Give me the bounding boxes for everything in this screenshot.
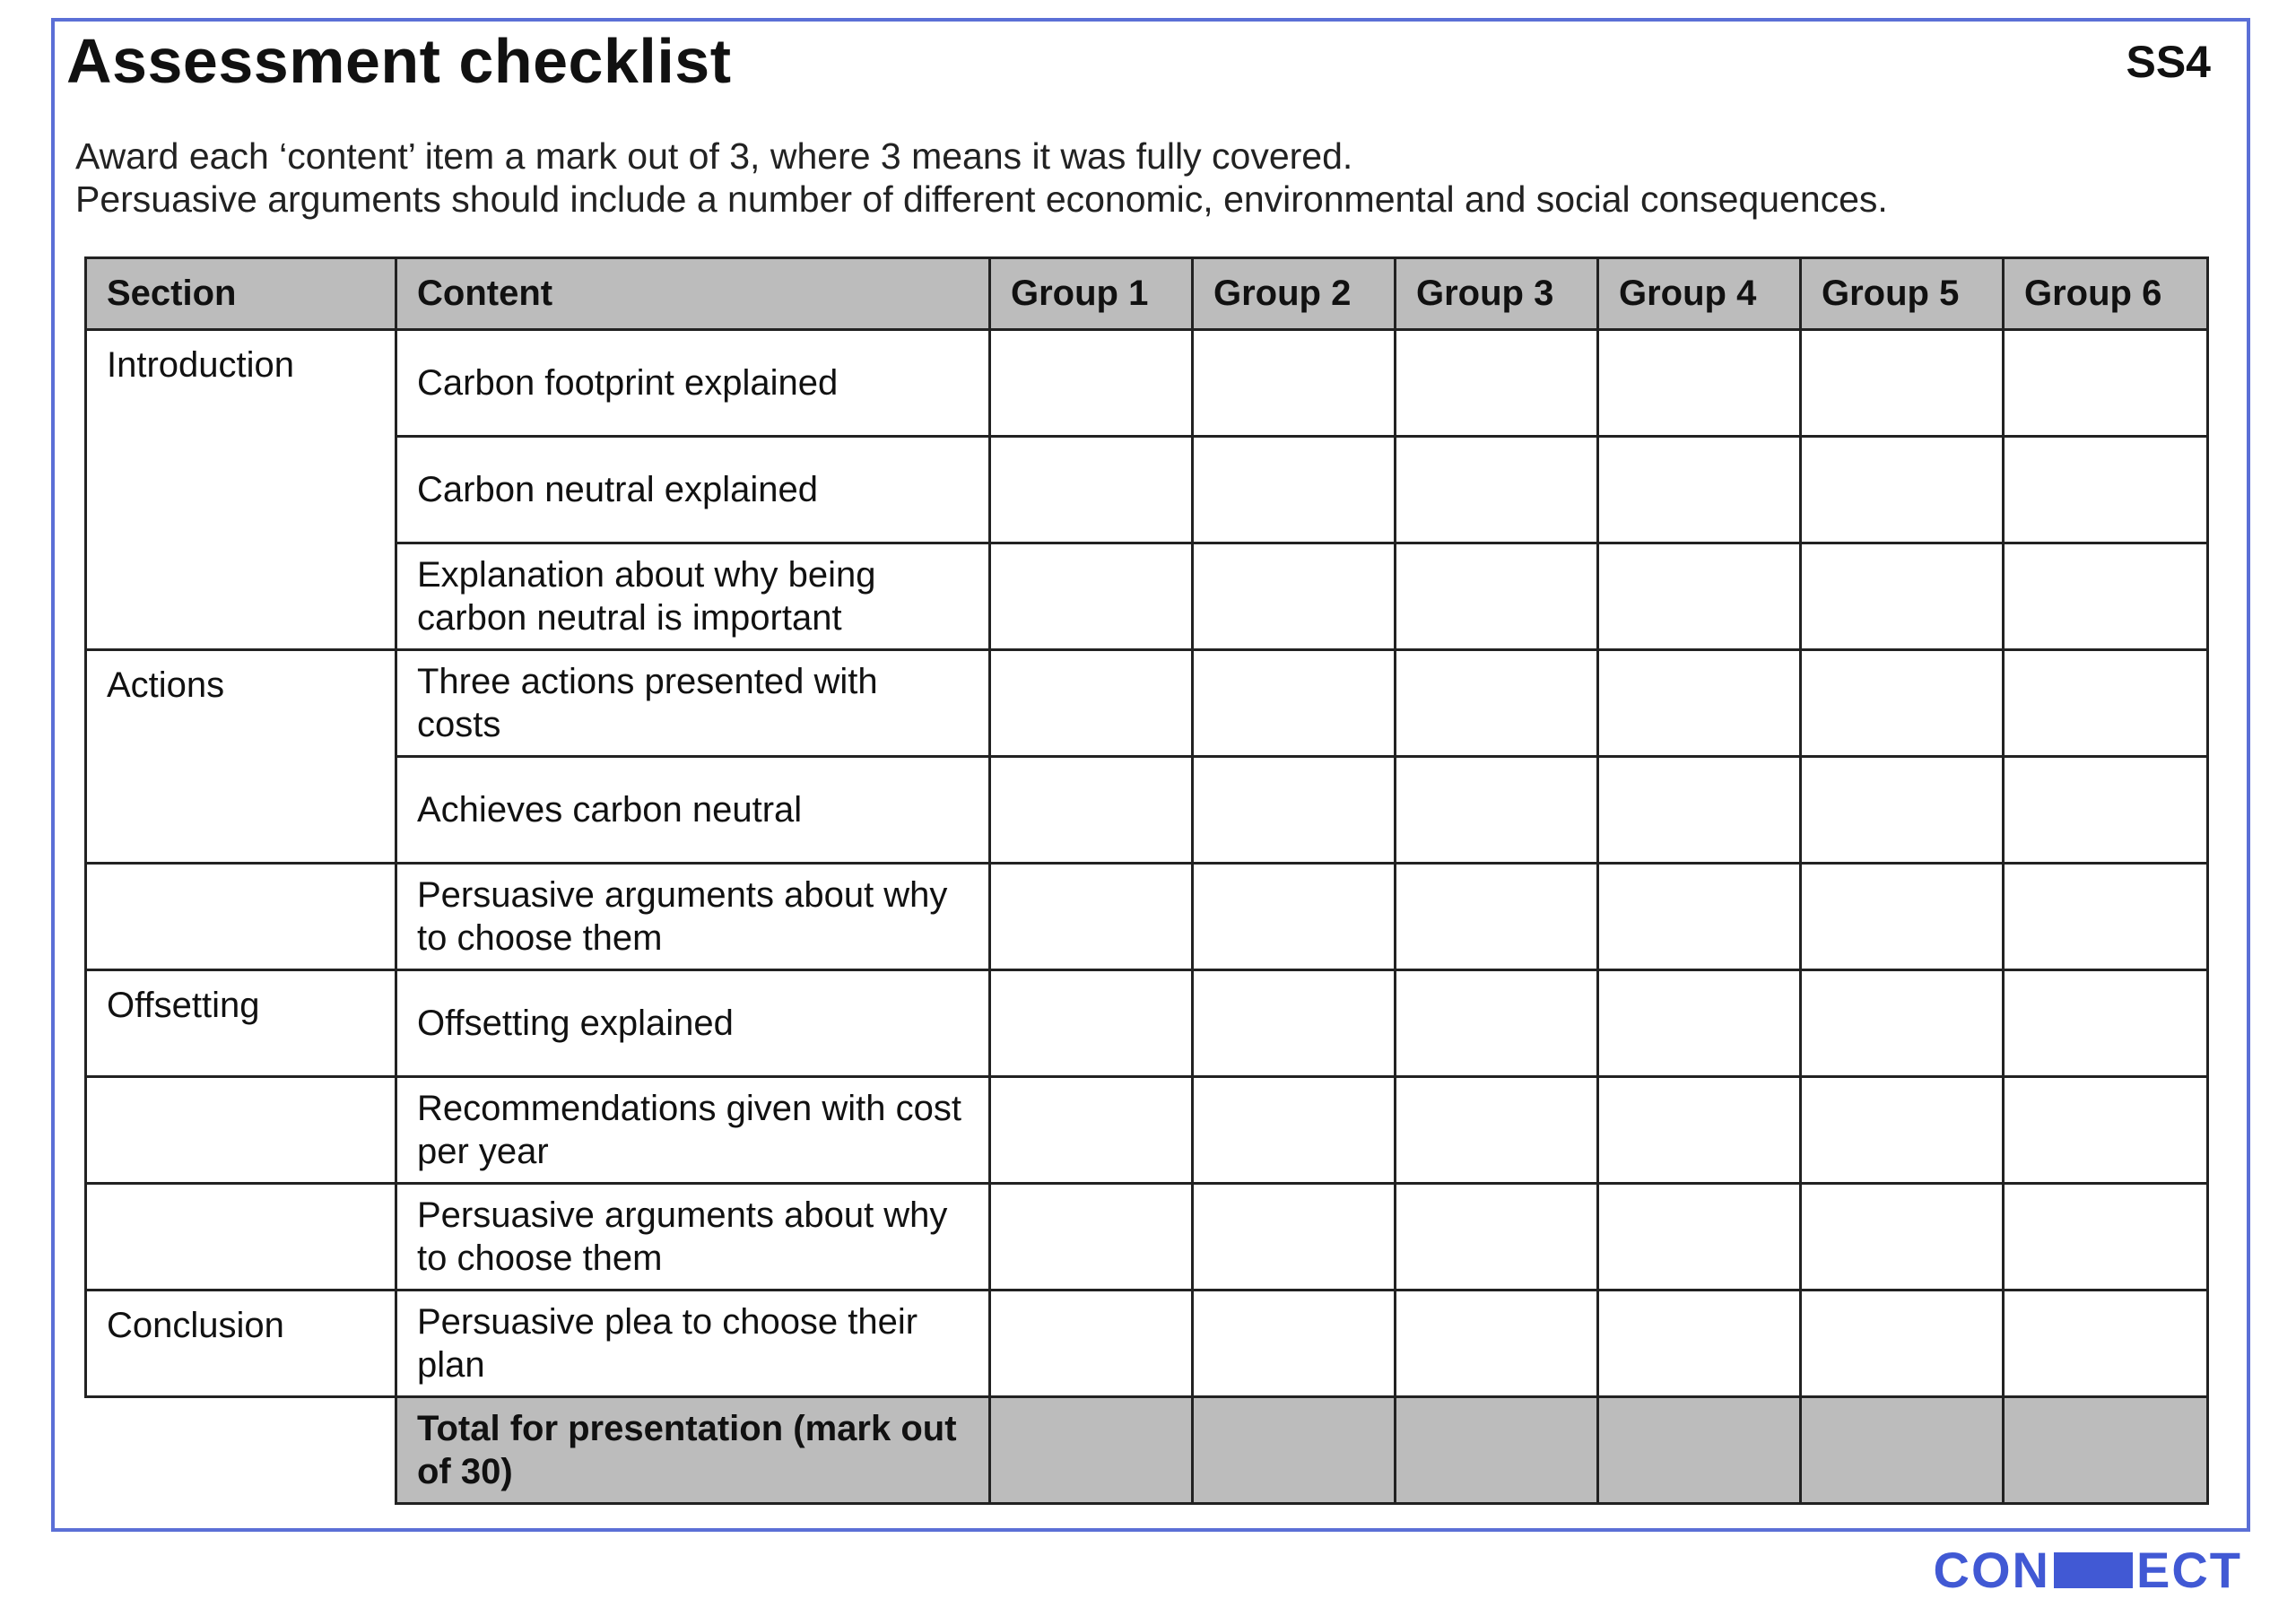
mark-cell[interactable] — [1801, 970, 2004, 1077]
total-cell[interactable] — [1396, 1397, 1598, 1504]
content-cell: Carbon neutral explained — [396, 437, 990, 543]
total-cell[interactable] — [1801, 1397, 2004, 1504]
mark-cell[interactable] — [1801, 757, 2004, 864]
mark-cell[interactable] — [1598, 1077, 1801, 1184]
table-row — [86, 650, 2208, 757]
mark-cell[interactable] — [1193, 970, 1396, 1077]
mark-cell[interactable] — [2004, 330, 2208, 437]
mark-cell[interactable] — [1396, 543, 1598, 650]
mark-cell[interactable] — [2004, 864, 2208, 970]
mark-cell[interactable] — [1598, 543, 1801, 650]
section-cell: Actions — [86, 650, 396, 864]
section-cell: Conclusion — [86, 1290, 396, 1397]
instruction-line: Persuasive arguments should include a number of different economic, environmental and social consequences. — [75, 178, 1888, 220]
mark-cell[interactable] — [2004, 970, 2208, 1077]
mark-cell[interactable] — [1396, 864, 1598, 970]
content-cell: Achieves carbon neutral — [396, 757, 990, 864]
mark-cell[interactable] — [2004, 437, 2208, 543]
mark-cell[interactable] — [1598, 650, 1801, 757]
mark-cell[interactable] — [1193, 1184, 1396, 1290]
header-content: Content — [396, 258, 990, 330]
mark-cell[interactable] — [1193, 650, 1396, 757]
logo-text-left: CON — [1933, 1542, 2050, 1598]
mark-cell[interactable] — [990, 1184, 1193, 1290]
table-row — [86, 757, 2208, 864]
mark-cell[interactable] — [990, 1077, 1193, 1184]
page-title: Assessment checklist — [66, 26, 732, 96]
header-group-4: Group 4 — [1598, 258, 1801, 330]
total-row — [86, 1397, 2208, 1504]
mark-cell[interactable] — [1598, 970, 1801, 1077]
content-cell: Recommendations given with cost per year — [396, 1077, 990, 1184]
mark-cell[interactable] — [2004, 1077, 2208, 1184]
sheet-code: SS4 — [2126, 37, 2211, 87]
content-cell: Offsetting explained — [396, 970, 990, 1077]
mark-cell[interactable] — [990, 757, 1193, 864]
content-cell: Carbon footprint explained — [396, 330, 990, 437]
mark-cell[interactable] — [1598, 757, 1801, 864]
mark-cell[interactable] — [1801, 650, 2004, 757]
header-group-5: Group 5 — [1801, 258, 2004, 330]
mark-cell[interactable] — [1801, 437, 2004, 543]
content-cell: Persuasive plea to choose their plan — [396, 1290, 990, 1397]
mark-cell[interactable] — [1193, 543, 1396, 650]
total-cell[interactable] — [1598, 1397, 1801, 1504]
mark-cell[interactable] — [1193, 1290, 1396, 1397]
table-row — [86, 1290, 2208, 1397]
mark-cell[interactable] — [990, 1290, 1193, 1397]
assessment-table — [84, 256, 2209, 1505]
total-cell[interactable] — [2004, 1397, 2208, 1504]
mark-cell[interactable] — [1598, 437, 1801, 543]
mark-cell[interactable] — [990, 437, 1193, 543]
header-group-6: Group 6 — [2004, 258, 2208, 330]
content-cell: Persuasive arguments about why to choose them — [396, 864, 990, 970]
mark-cell[interactable] — [1396, 330, 1598, 437]
mark-cell[interactable] — [1396, 970, 1598, 1077]
header-group-2: Group 2 — [1193, 258, 1396, 330]
mark-cell[interactable] — [1193, 1077, 1396, 1184]
mark-cell[interactable] — [1193, 757, 1396, 864]
mark-cell[interactable] — [1801, 330, 2004, 437]
mark-cell[interactable] — [1801, 864, 2004, 970]
mark-cell[interactable] — [990, 543, 1193, 650]
mark-cell[interactable] — [1193, 864, 1396, 970]
table-row — [86, 864, 2208, 970]
mark-cell[interactable] — [1396, 1077, 1598, 1184]
section-cell: Offsetting — [86, 970, 396, 1077]
mark-cell[interactable] — [1801, 543, 2004, 650]
mark-cell[interactable] — [2004, 1184, 2208, 1290]
mark-cell[interactable] — [990, 864, 1193, 970]
total-cell[interactable] — [990, 1397, 1193, 1504]
mark-cell[interactable] — [1801, 1290, 2004, 1397]
mark-cell[interactable] — [1801, 1077, 2004, 1184]
mark-cell[interactable] — [1396, 1290, 1598, 1397]
mark-cell[interactable] — [1598, 1290, 1801, 1397]
mark-cell[interactable] — [1598, 330, 1801, 437]
mark-cell[interactable] — [1598, 1184, 1801, 1290]
table-row — [86, 437, 2208, 543]
logo-bar — [2054, 1552, 2133, 1588]
blank-cell — [86, 1397, 396, 1504]
content-cell: Persuasive arguments about why to choose them — [396, 1184, 990, 1290]
table-row — [86, 970, 2208, 1077]
mark-cell[interactable] — [1396, 437, 1598, 543]
connect-logo — [1934, 1541, 2242, 1599]
total-cell[interactable] — [1193, 1397, 1396, 1504]
instructions — [75, 135, 1888, 221]
mark-cell[interactable] — [2004, 1290, 2208, 1397]
mark-cell[interactable] — [990, 970, 1193, 1077]
table-header-row — [86, 258, 2208, 330]
table-row — [86, 543, 2208, 650]
content-cell: Explanation about why being carbon neutral is important — [396, 543, 990, 650]
table-row — [86, 330, 2208, 437]
mark-cell[interactable] — [2004, 650, 2208, 757]
content-cell: Three actions presented with costs — [396, 650, 990, 757]
mark-cell[interactable] — [1396, 650, 1598, 757]
mark-cell[interactable] — [990, 650, 1193, 757]
header-section: Section — [86, 258, 396, 330]
table-row — [86, 1184, 2208, 1290]
instruction-line: Award each ‘content’ item a mark out of 3, where 3 means it was fully covered. — [75, 135, 1353, 177]
mark-cell[interactable] — [2004, 757, 2208, 864]
logo-text-right: ECT — [2136, 1542, 2242, 1598]
mark-cell[interactable] — [1396, 1184, 1598, 1290]
mark-cell[interactable] — [1193, 330, 1396, 437]
header-group-3: Group 3 — [1396, 258, 1598, 330]
section-cell — [86, 1184, 396, 1290]
table-row — [86, 1077, 2208, 1184]
mark-cell[interactable] — [1396, 757, 1598, 864]
mark-cell[interactable] — [2004, 543, 2208, 650]
mark-cell[interactable] — [1193, 437, 1396, 543]
section-cell — [86, 864, 396, 970]
total-label: Total for presentation (mark out of 30) — [396, 1397, 990, 1504]
mark-cell[interactable] — [1801, 1184, 2004, 1290]
mark-cell[interactable] — [1598, 864, 1801, 970]
mark-cell[interactable] — [990, 330, 1193, 437]
section-cell: Introduction — [86, 330, 396, 650]
header-group-1: Group 1 — [990, 258, 1193, 330]
section-cell — [86, 1077, 396, 1184]
